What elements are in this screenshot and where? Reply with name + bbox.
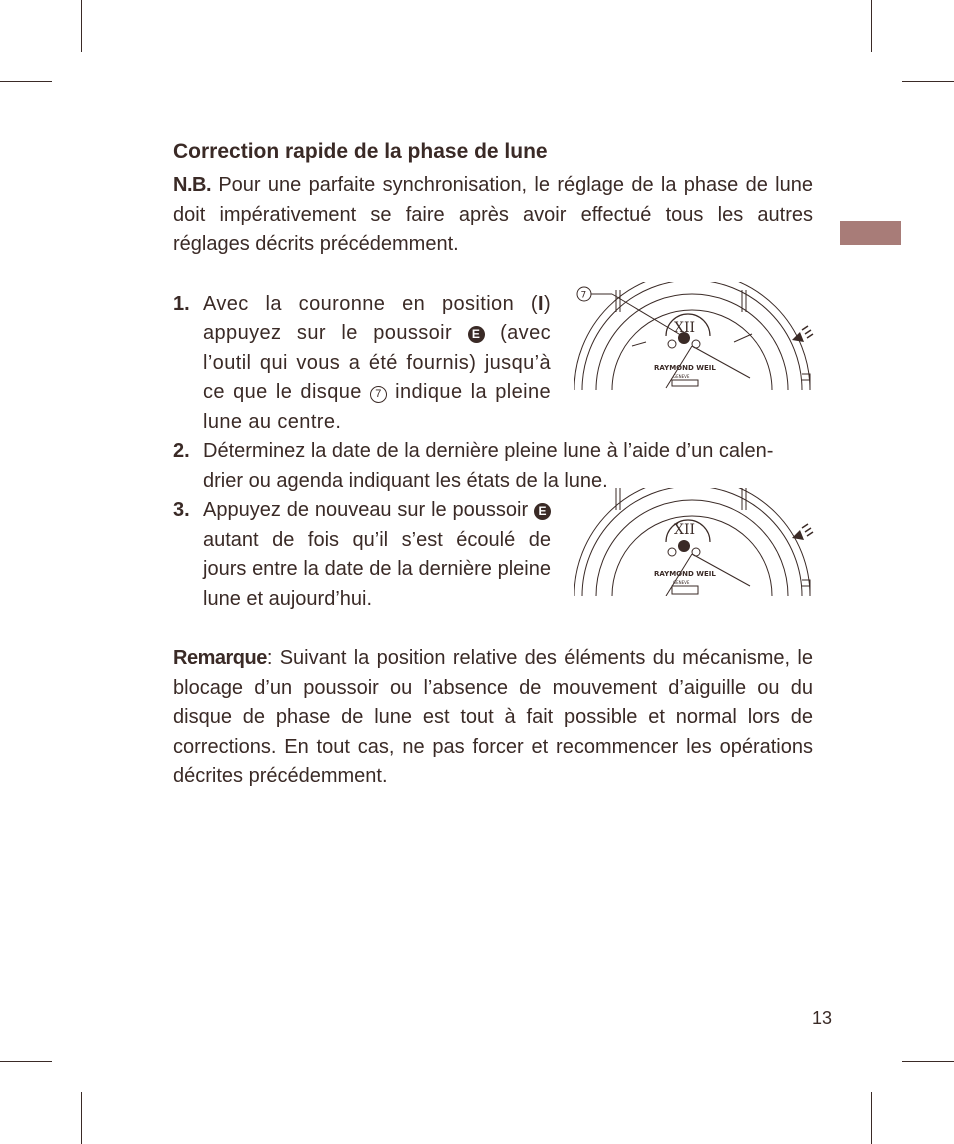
brand-logo: RAYMOND WEIL (654, 363, 716, 372)
step-1-text-d: indique la pleine lune au centre. (203, 381, 551, 433)
pusher-e-icon: E (534, 503, 551, 520)
roman-numeral: XII (674, 522, 696, 538)
watch-illustration-1 (574, 282, 819, 390)
step-number: 3. (173, 499, 190, 521)
step-1 (173, 290, 813, 438)
crop-mark (871, 0, 872, 52)
page-content (173, 138, 813, 792)
crop-mark (0, 1061, 52, 1062)
disc-7-icon: 7 (370, 386, 387, 403)
crop-mark (871, 1092, 872, 1144)
crop-mark (902, 81, 954, 82)
crown-position: I (537, 292, 544, 315)
pusher-e-icon: E (468, 326, 485, 343)
page-number: 13 (812, 1008, 833, 1028)
nb-paragraph (173, 171, 813, 260)
step-number: 2. (173, 440, 190, 462)
step-1-text-b: ) appuyez sur le poussoir (203, 292, 551, 344)
nb-label: N.B. (173, 174, 211, 196)
remark-label: Remarque (173, 647, 267, 669)
section-title: Correction rapide de la phase de lune (173, 140, 548, 163)
crop-mark (81, 1092, 82, 1144)
callout-label: 7 (580, 290, 587, 300)
step-1-text-a: Avec la couronne en position ( (203, 292, 538, 315)
step-number: 1. (173, 292, 190, 315)
remark-paragraph (173, 644, 813, 792)
steps-list (173, 290, 813, 615)
crop-mark (81, 0, 82, 52)
brand-city: GENEVE (673, 373, 690, 379)
step-3 (173, 496, 813, 614)
crop-mark (0, 81, 52, 82)
step-3-text-a: Appuyez de nouveau sur le poussoir (203, 499, 534, 521)
step-2-text: Déterminez la date de la dernière pleine lune à l’aide d’un calen-drier ou agenda indiquant les états de la lune. (203, 440, 774, 492)
brand-city: GENEVE (673, 580, 690, 585)
roman-numeral: XII (674, 319, 696, 336)
section-tab-marker (840, 221, 901, 245)
nb-text: Pour une parfaite synchronisation, le réglage de la phase de lune doit impérativement se faire après avoir effectué tous les autres réglages décrits précédemment. (173, 174, 813, 255)
step-3-text-b: autant de fois qu’il s’est écoulé de jours entre la date de la dernière pleine lune et aujourd’hui. (203, 528, 551, 610)
brand-logo: RAYMOND WEIL (654, 570, 716, 578)
watch-illustration-2 (574, 488, 819, 596)
crop-mark (902, 1061, 954, 1062)
remark-text: : Suivant la position relative des éléments du mécanisme, le blocage d’un poussoir ou l’absence de mouvement d’aiguille ou du disque de phase de lune est tout à fait possible et normal lors de corrections. En tout cas, ne pas forcer et recommencer les opérations décrites précédemment. (173, 647, 813, 787)
step-1-text-c: (avec l’outil qui vous a été fournis) jusqu’à ce que le disque (203, 322, 551, 403)
